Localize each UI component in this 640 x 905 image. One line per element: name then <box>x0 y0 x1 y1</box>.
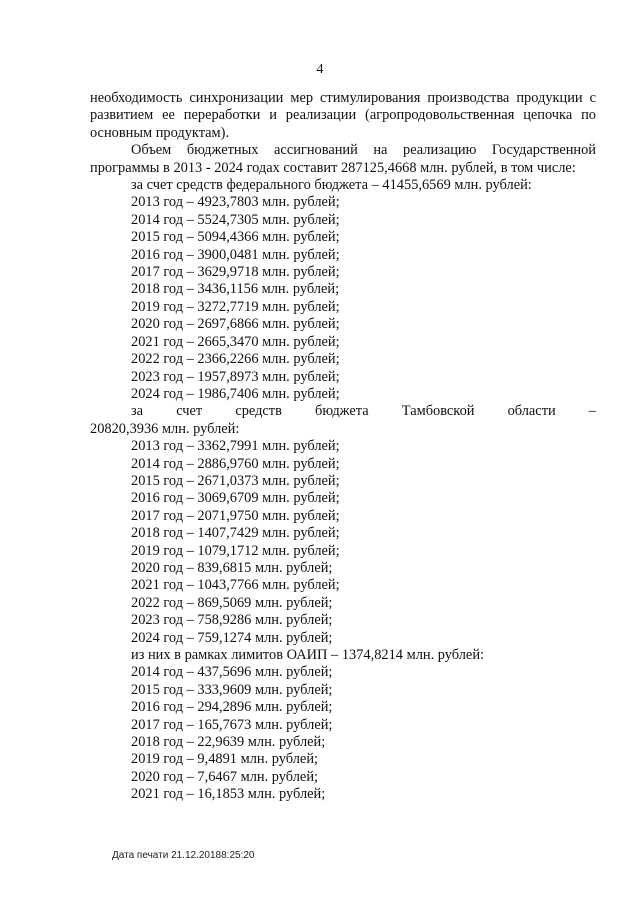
list-item: 2019 год – 1079,1712 млн. рублей; <box>131 542 340 559</box>
list-item: 2019 год – 3272,7719 млн. рублей; <box>131 298 340 315</box>
regional-heading-word: за <box>131 403 144 420</box>
regional-list <box>90 438 596 647</box>
list-item: 2021 год – 16,1853 млн. рублей; <box>131 786 326 803</box>
federal-heading: за счет средств федерального бюджета – 41455,6569 млн. рублей: <box>131 177 532 194</box>
list-item: 2014 год – 2886,9760 млн. рублей; <box>131 455 340 472</box>
regional-heading-word: бюджета <box>315 403 369 420</box>
list-item: 2016 год – 3900,0481 млн. рублей; <box>131 246 340 263</box>
list-item: 2013 год – 4923,7803 млн. рублей; <box>131 194 340 211</box>
list-item: 2017 год – 165,7673 млн. рублей; <box>131 716 333 733</box>
list-item: 2022 год – 869,5069 млн. рублей; <box>131 594 333 611</box>
list-item: 2018 год – 1407,7429 млн. рублей; <box>131 525 340 542</box>
oaip-list <box>90 664 596 803</box>
document-body <box>90 90 596 804</box>
list-item: 2024 год – 1986,7406 млн. рублей; <box>131 385 340 402</box>
page-number: 4 <box>316 62 324 77</box>
list-item: 2019 год – 9,4891 млн. рублей; <box>131 751 319 768</box>
list-item: 2015 год – 5094,4366 млн. рублей; <box>131 229 340 246</box>
list-item: 2024 год – 759,1274 млн. рублей; <box>131 629 333 646</box>
list-item: 2022 год – 2366,2266 млн. рублей; <box>131 351 340 368</box>
list-item: 2023 год – 1957,8973 млн. рублей; <box>131 368 340 385</box>
list-item: 2023 год – 758,9286 млн. рублей; <box>131 612 333 629</box>
regional-heading-total: 20820,3936 млн. рублей: <box>90 420 240 437</box>
list-item: 2015 год – 2671,0373 млн. рублей; <box>131 472 340 489</box>
list-item: 2014 год – 5524,7305 млн. рублей; <box>131 211 340 228</box>
list-item: 2020 год – 839,6815 млн. рублей; <box>131 559 333 576</box>
federal-list <box>90 194 596 403</box>
list-item: 2016 год – 3069,6709 млн. рублей; <box>131 490 340 507</box>
regional-heading-word: области <box>507 403 556 420</box>
oaip-heading: из них в рамках лимитов ОАИП – 1374,8214 млн. рублей: <box>131 647 485 663</box>
list-item: 2021 год – 1043,7766 млн. рублей; <box>131 577 340 594</box>
list-item: 2018 год – 3436,1156 млн. рублей; <box>131 281 340 298</box>
intro-paragraph-2: Объем бюджетных ассигнований на реализацию Государственной программы в 2013 - 2024 годах составит 287125,4668 млн. рублей, в том числе: <box>90 142 596 176</box>
regional-heading <box>131 403 596 420</box>
list-item: 2014 год – 437,5696 млн. рублей; <box>131 664 333 681</box>
list-item: 2021 год – 2665,3470 млн. рублей; <box>131 333 340 350</box>
list-item: 2018 год – 22,9639 млн. рублей; <box>131 734 326 751</box>
list-item: 2017 год – 3629,9718 млн. рублей; <box>131 264 340 281</box>
list-item: 2017 год – 2071,9750 млн. рублей; <box>131 507 340 524</box>
list-item: 2013 год – 3362,7991 млн. рублей; <box>131 438 340 455</box>
intro-paragraph-1: необходимость синхронизации мер стимулирования производства продукции с развитием ее переработки и реализации (агропродовольственная цепочка по основным продуктам). <box>90 90 596 141</box>
regional-heading-word: средств <box>235 403 282 420</box>
print-date-footer: Дата печати 21.12.20188:25:20 <box>112 850 255 861</box>
regional-heading-word: Тамбовской <box>401 403 475 420</box>
list-item: 2016 год – 294,2896 млн. рублей; <box>131 699 333 716</box>
list-item: 2020 год – 2697,6866 млн. рублей; <box>131 316 340 333</box>
regional-heading-word: – <box>588 403 596 420</box>
regional-heading-word: счет <box>176 403 203 420</box>
list-item: 2015 год – 333,9609 млн. рублей; <box>131 681 333 698</box>
list-item: 2020 год – 7,6467 млн. рублей; <box>131 768 319 785</box>
